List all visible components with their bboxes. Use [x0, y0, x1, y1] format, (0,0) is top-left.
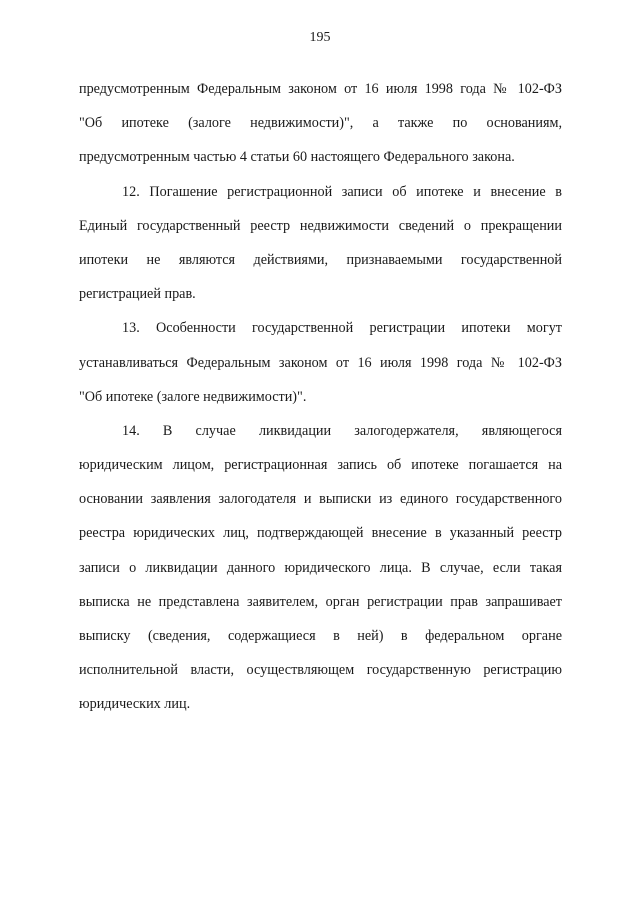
text-line: основании заявления залогодателя и выписки из единого государственного	[79, 491, 562, 508]
text-line: реестра юридических лиц, подтверждающей внесение в указанный реестр	[79, 525, 562, 542]
text-line: Единый государственный реестр недвижимости сведений о прекращении	[79, 217, 562, 234]
text-line: устанавливаться Федеральным законом от 16 июля 1998 года № 102-ФЗ	[79, 354, 562, 371]
text-line: исполнительной власти, осуществляющем государственную регистрацию	[79, 662, 562, 679]
text-line: юридических лиц.	[79, 696, 191, 713]
text-line: выписку (сведения, содержащиеся в ней) в федеральном органе	[79, 628, 562, 644]
text-line: записи о ликвидации данного юридического лица. В случае, если такая	[79, 559, 562, 576]
text-line: ипотеки не являются действиями, признаваемыми государственной	[79, 251, 562, 268]
text-line: регистрацией прав.	[79, 286, 196, 303]
page-number: 195	[309, 30, 331, 45]
text-line: 12. Погашение регистрационной записи об ипотеке и внесение в	[122, 183, 562, 200]
text-line: предусмотренным частью 4 статьи 60 настоящего Федерального закона.	[79, 149, 515, 166]
text-line: "Об ипотеке (залоге недвижимости)", а также по основаниям,	[79, 115, 562, 132]
text-line: юридическим лицом, регистрационная запись об ипотеке погашается на	[79, 457, 562, 474]
document-body	[79, 72, 562, 722]
text-line: 14. В случае ликвидации залогодержателя, являющегося	[122, 422, 562, 439]
text-line: выписка не представлена заявителем, орган регистрации прав запрашивает	[79, 593, 562, 610]
text-line: 13. Особенности государственной регистрации ипотеки могут	[122, 320, 562, 337]
paragraph	[79, 72, 562, 175]
paragraph	[79, 175, 562, 312]
paragraph	[79, 414, 562, 722]
text-line: "Об ипотеке (залоге недвижимости)".	[79, 388, 307, 405]
paragraph	[79, 311, 562, 414]
text-line: предусмотренным Федеральным законом от 16 июля 1998 года № 102-ФЗ	[79, 81, 562, 97]
